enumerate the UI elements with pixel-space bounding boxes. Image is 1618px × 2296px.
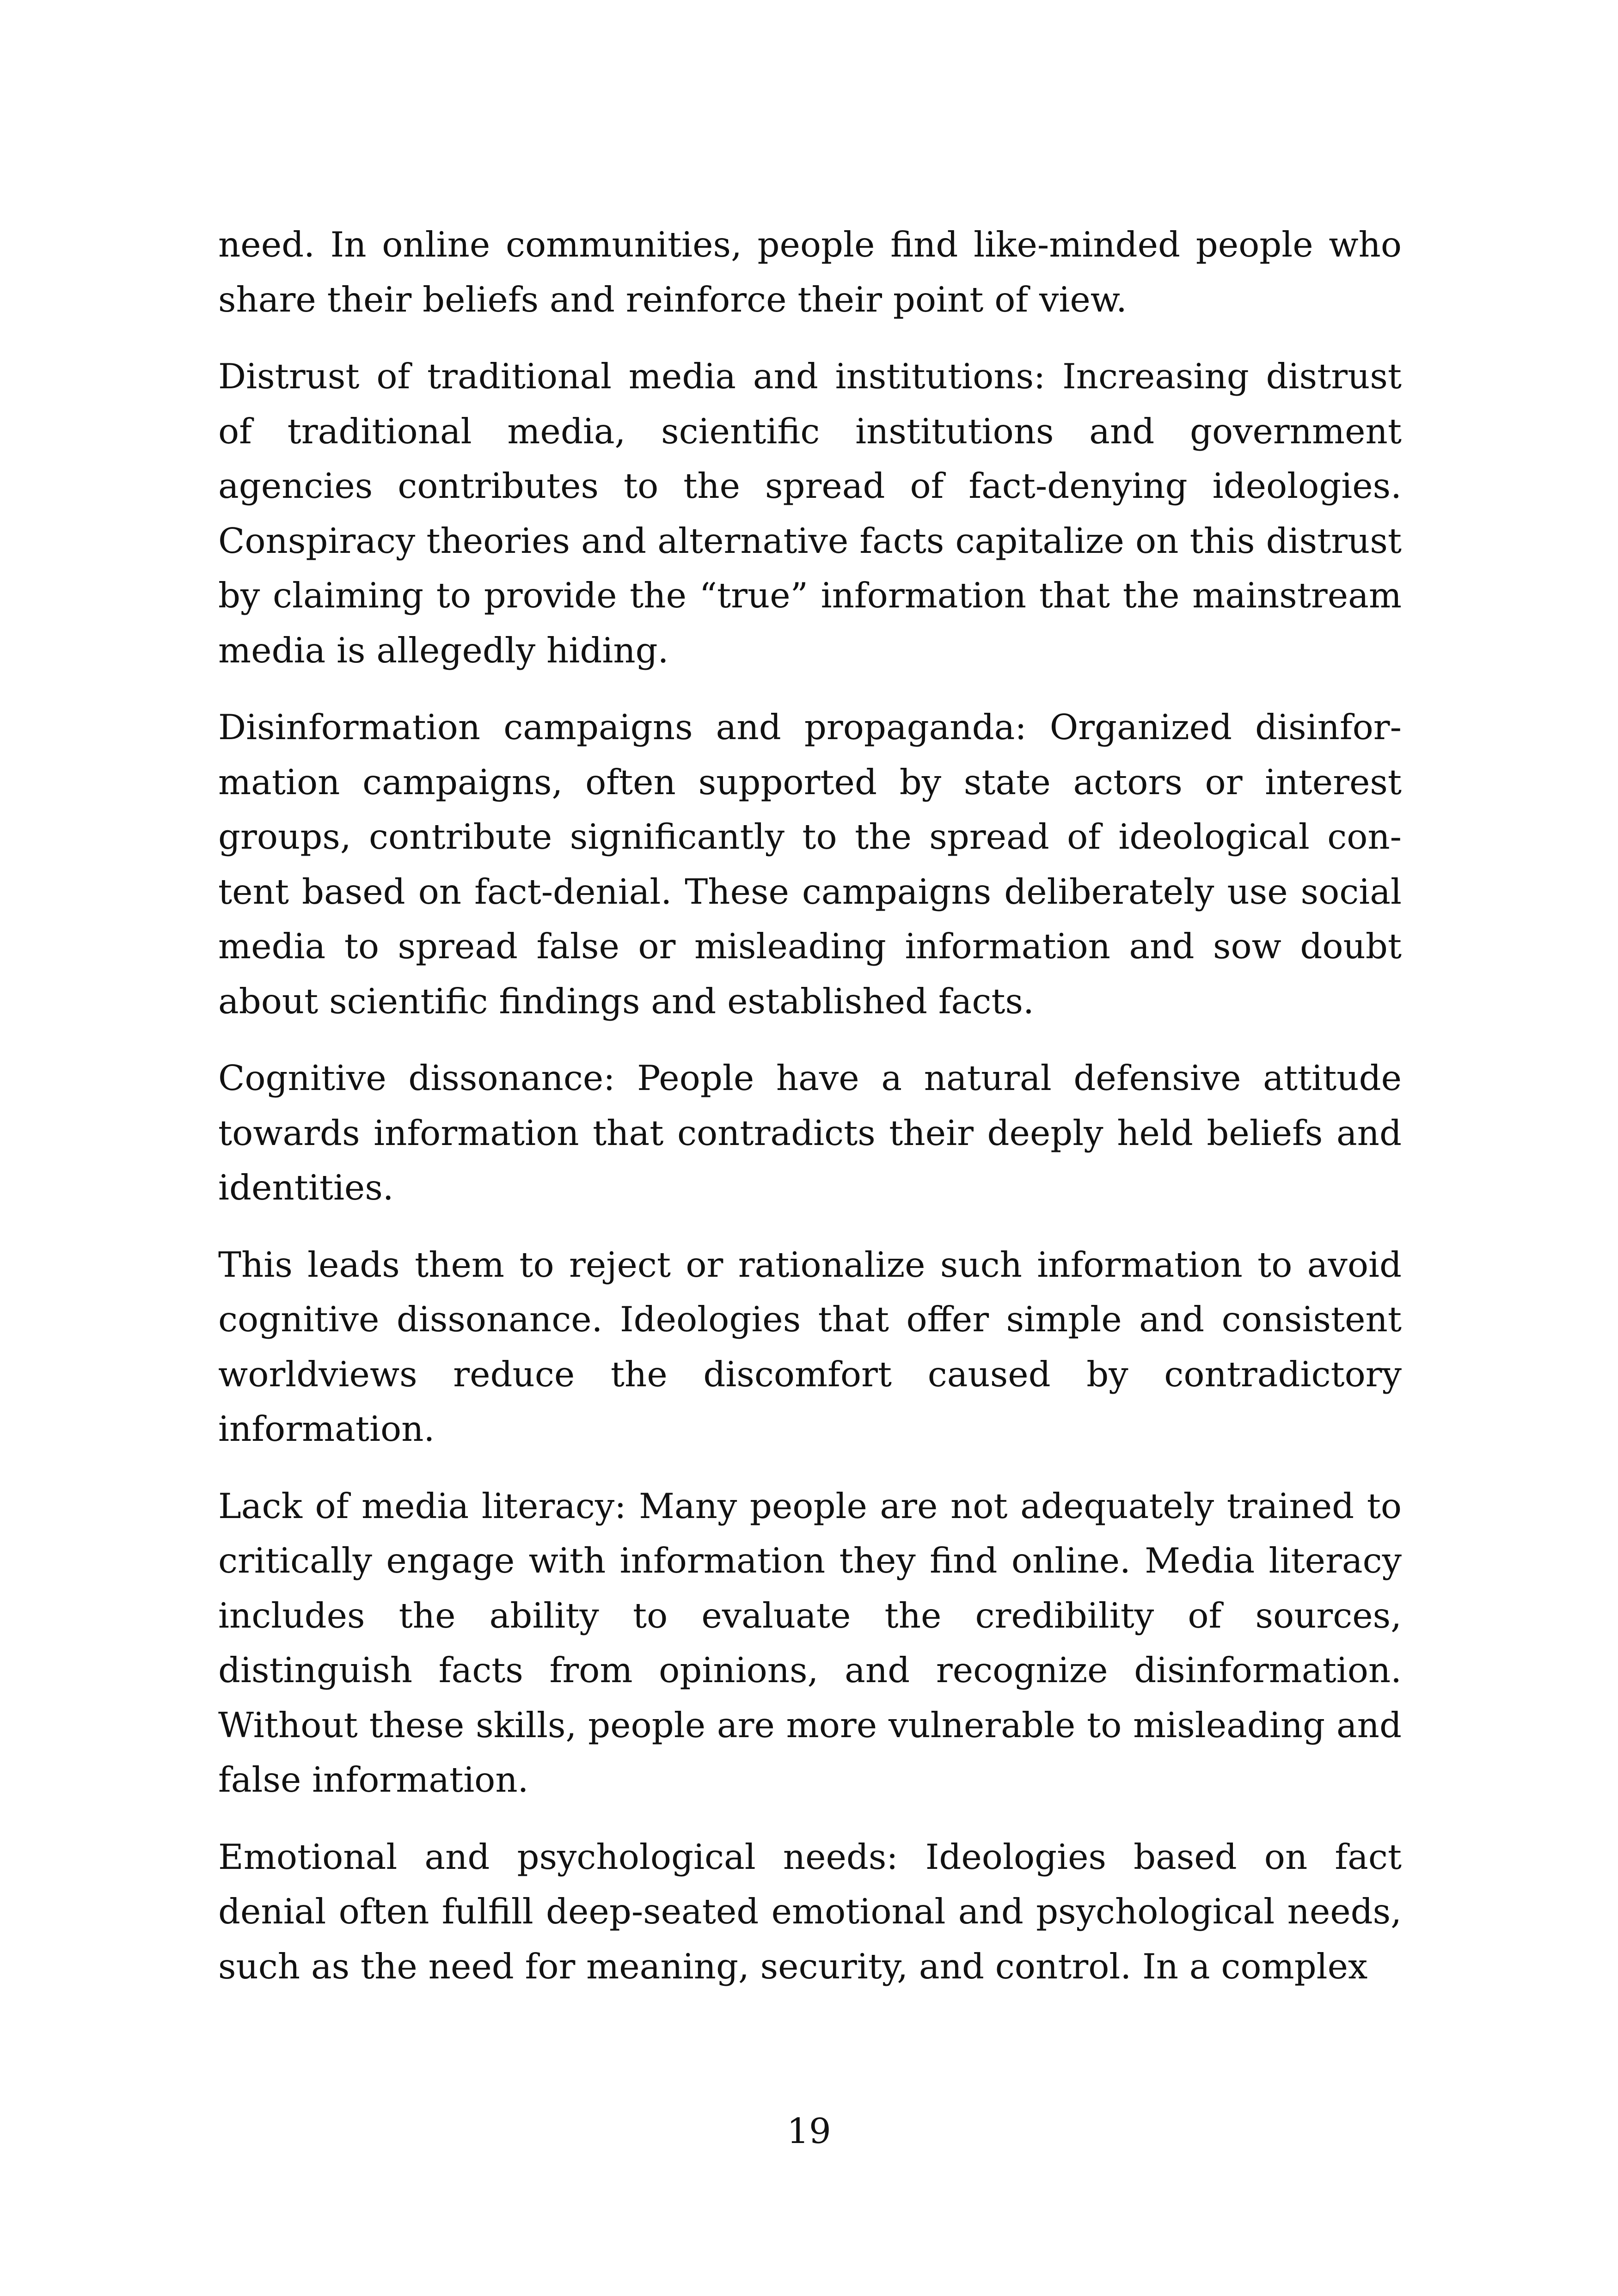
paragraph-online-communities: need. In online communities, people find like-minded people who share their beliefs and reinforce their point of view. bbox=[218, 224, 1402, 320]
paragraph-rationalization: This leads them to reject or rationalize such information to avoid cognitive dissonance. Ideologies that offer simple and consistent worldviews reduce the discomfort caused by contradictory information. bbox=[218, 1244, 1402, 1449]
paragraph-cognitive-dissonance: Cognitive dissonance: People have a natural defensive attitude towards information that contradicts their deeply held beliefs and identities. bbox=[218, 1058, 1402, 1208]
paragraph-media-literacy: Lack of media literacy: Many people are not adequately trained to critically engage with information they find online. Media literacy includes the ability to evaluate the credibility of sources, distinguish facts from opinions, and recognize disinformation. Without these skills, people are more vulnerable to misleading and false information. bbox=[218, 1485, 1402, 1800]
paragraph-disinformation-campaigns: Disinformation campaigns and propaganda: Organized disinformation campaigns, often supported by state actors or interest groups, contribute significantly to the spread of ideological content based on fact-denial. These campaigns deliberately use social media to spread false or misleading information and sow doubt about scientific findings and established facts. bbox=[218, 707, 1402, 1022]
page-number: 19 bbox=[787, 2111, 831, 2151]
paragraph-distrust-of-media: Distrust of traditional media and institutions: Increasing distrust of traditional media, scientific institutions and government agencies contributes to the spread of fact-denying ideologies. Conspiracy theories and alternative facts capitalize on this distrust by claiming to provide the “true” information that the mainstream media is allegedly hiding. bbox=[218, 356, 1402, 671]
paragraph-emotional-needs: Emotional and psychological needs: Ideologies based on fact denial often fulfill deep-seated emotional and psychological needs, such as the need for meaning, security, and control. In a complex bbox=[218, 1836, 1402, 1987]
body-text bbox=[218, 217, 1402, 2016]
